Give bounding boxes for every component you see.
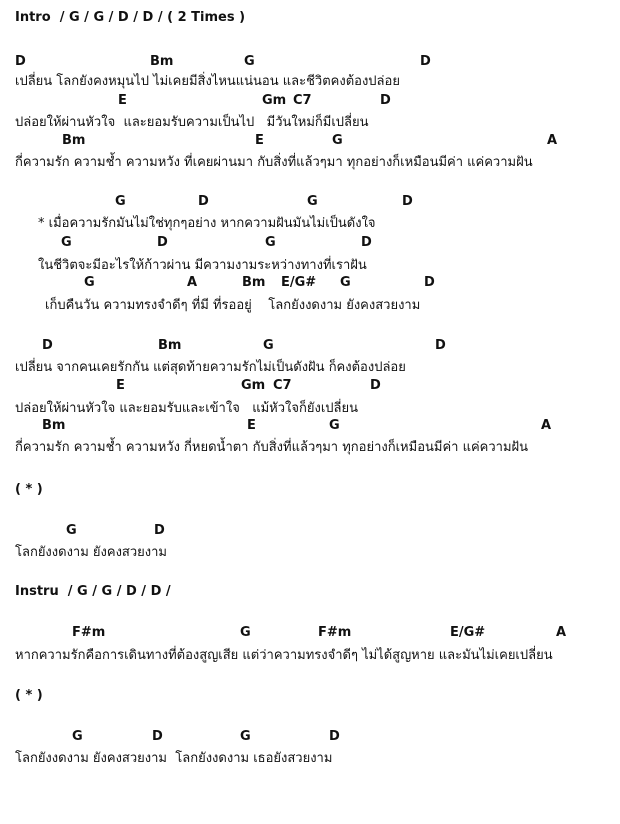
chord: G [66, 523, 77, 538]
chord: D [329, 729, 340, 744]
chord-line [0, 523, 165, 539]
chord-line [0, 729, 340, 745]
chord: D [152, 729, 163, 744]
chord-line [0, 418, 552, 434]
chord: E/G# [450, 625, 486, 640]
chord: D [154, 523, 165, 538]
lyric-line: โลกยังงดงาม ยังคงสวยงาม โลกยังงดงาม เธอยังสวยงาม [15, 751, 333, 766]
chord: D [435, 338, 446, 353]
chord: G [332, 133, 343, 148]
lyric-line: ในชีวิตจะมีอะไรให้ก้าวผ่าน มีความงามระหว่างทางที่เราฝัน [38, 258, 367, 273]
chord: A [187, 275, 198, 290]
chord: C7 [293, 93, 312, 108]
repeat-marker: ( * ) [15, 688, 43, 703]
chord: D [198, 194, 209, 209]
lyric-line: ปล่อยให้ผ่านหัวใจ และยอมรับความเป็นไป มีวันใหม่ก็มีเปลี่ยน [15, 115, 369, 130]
chord: D [157, 235, 168, 250]
chord: Gm [262, 93, 287, 108]
chord-line [0, 235, 372, 251]
chord: D [420, 54, 431, 69]
repeat-marker: ( * ) [15, 482, 43, 497]
lyric-line: เปลี่ยน โลกยังคงหมุนไป ไม่เคยมีสิ่งไหนแน่นอน และชีวิตคงต้องปล่อย [15, 74, 400, 89]
lyric-line: กี่ความรัก ความช้ำ ความหวัง ที่เคยผ่านมา กับสิ่งที่แล้วๆมา ทุกอย่างก็เหมือนมีค่า แค่ความฝัน [15, 155, 533, 170]
chord-line [0, 133, 558, 149]
lyric-line: กี่ความรัก ความช้ำ ความหวัง กี่หยดน้ำตา กับสิ่งที่แล้วๆมา ทุกอย่างก็เหมือนมีค่า แค่ความฝัน [15, 440, 529, 455]
chord: Gm [241, 378, 266, 393]
chord: D [424, 275, 435, 290]
chord: A [541, 418, 552, 433]
chord: G [72, 729, 83, 744]
lyric-line: โลกยังงดงาม ยังคงสวยงาม [15, 545, 168, 560]
chord-line [0, 93, 391, 109]
chord: G [263, 338, 274, 353]
chord: F#m [72, 625, 106, 640]
chord: G [329, 418, 340, 433]
chord: G [84, 275, 95, 290]
lyric-line: * เมื่อความรักมันไม่ใช่ทุกๆอย่าง หากความฝันมันไม่เป็นดังใจ [38, 216, 376, 231]
lyric-line: เก็บคืนวัน ความทรงจำดีๆ ที่มี ที่รออยู่ โลกยังงดงาม ยังคงสวยงาม [45, 298, 421, 313]
chord: Bm [42, 418, 66, 433]
chord: D [380, 93, 391, 108]
chord: G [115, 194, 126, 209]
chord: E [118, 93, 127, 108]
chord-line [0, 378, 381, 394]
chord: G [240, 625, 251, 640]
chord: F#m [318, 625, 352, 640]
chord: A [547, 133, 558, 148]
lyric-line: เปลี่ยน จากคนเคยรักกัน แต่สุดท้ายความรักไม่เป็นดังฝัน ก็คงต้องปล่อย [15, 360, 406, 375]
chord-line [0, 54, 431, 70]
chord: C7 [273, 378, 292, 393]
chord-line [0, 275, 435, 291]
chord: D [361, 235, 372, 250]
intro-progression: Intro / G / G / D / D / ( 2 Times ) [15, 10, 246, 25]
chord: D [370, 378, 381, 393]
chord-line [0, 338, 446, 354]
chord: A [556, 625, 567, 640]
chord: E [116, 378, 125, 393]
chord: E [247, 418, 256, 433]
chord: D [402, 194, 413, 209]
chord: G [61, 235, 72, 250]
chord: D [42, 338, 53, 353]
chord: Bm [62, 133, 86, 148]
chord-line [0, 625, 567, 641]
chord-line [0, 194, 413, 210]
lyric-line: หากความรักคือการเดินทางที่ต้องสูญเสีย แต่ว่าความทรงจำดีๆ ไม่ได้สูญหาย และมันไม่เคยเปลี่ยน [15, 648, 553, 663]
chord: Bm [242, 275, 266, 290]
chord: Bm [158, 338, 182, 353]
lyric-line: ปล่อยให้ผ่านหัวใจ และยอมรับและเข้าใจ แม้หัวใจก็ยังเปลี่ยน [15, 401, 358, 416]
chord: E/G# [281, 275, 317, 290]
chord: E [255, 133, 264, 148]
chord: G [340, 275, 351, 290]
instru-progression: Instru / G / G / D / D / [15, 584, 171, 599]
chord: G [307, 194, 318, 209]
chord: Bm [150, 54, 174, 69]
chord: G [244, 54, 255, 69]
chord: D [15, 54, 26, 69]
chord: G [240, 729, 251, 744]
chord: G [265, 235, 276, 250]
